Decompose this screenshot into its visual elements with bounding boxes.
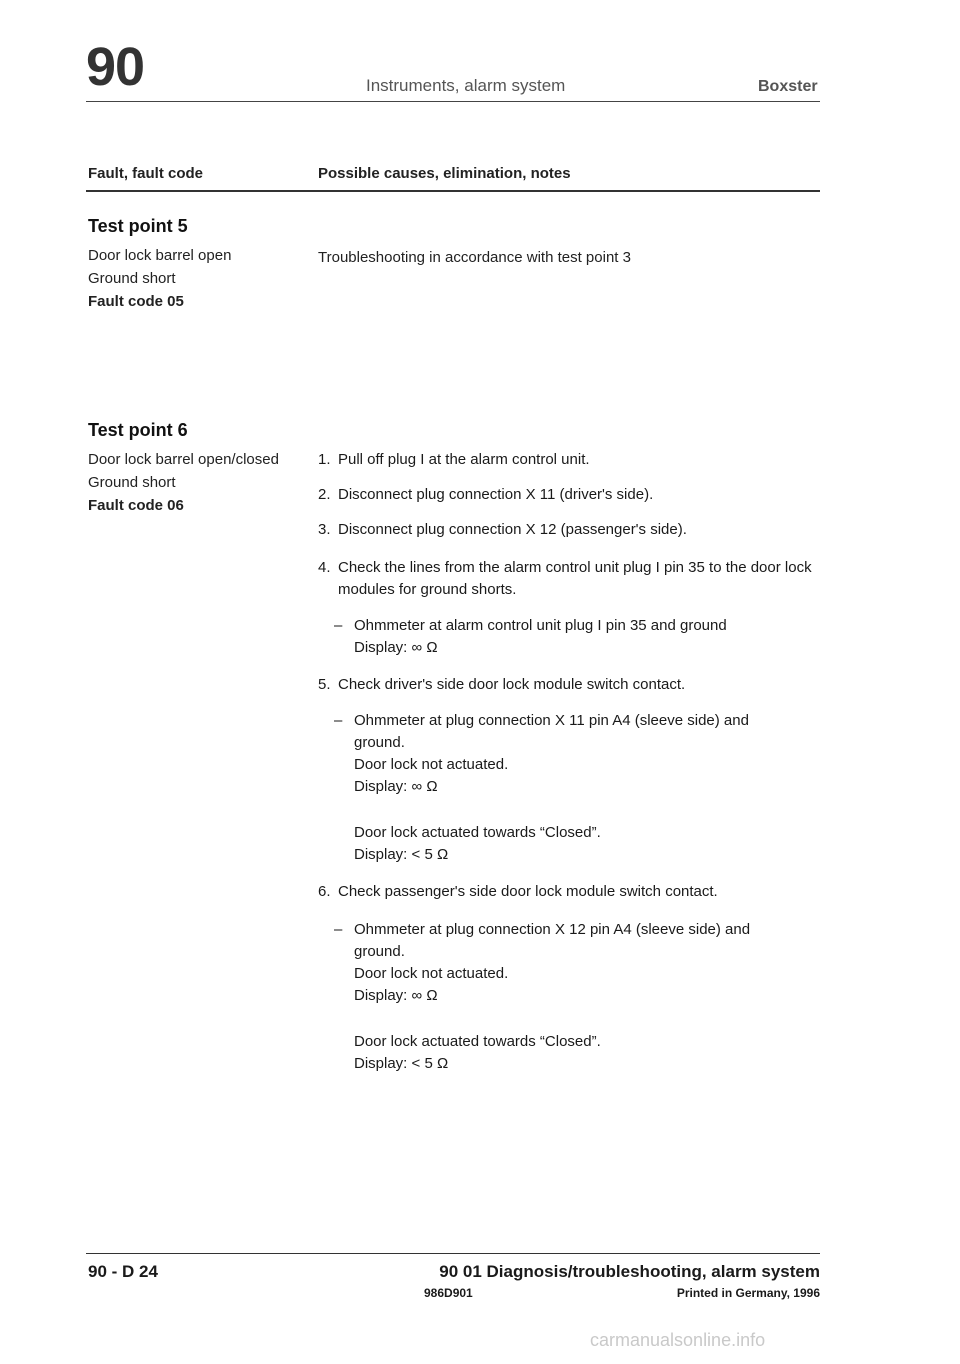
- display-value: Display: ∞ Ω: [354, 778, 438, 795]
- footer-section-title: 90 01 Diagnosis/troubleshooting, alarm system: [439, 1262, 820, 1281]
- column-heading-divider: [86, 190, 820, 192]
- substep-line: Ohmmeter at alarm control unit plug I pin 35 and ground: [354, 617, 727, 634]
- substep-line: Door lock actuated towards “Closed”.: [354, 1033, 601, 1050]
- watermark: carmanualsonline.info: [590, 1330, 766, 1350]
- step-number: 2.: [318, 486, 331, 503]
- column-heading-fault: Fault, fault code: [88, 165, 204, 182]
- step-6: [318, 881, 818, 903]
- footer-page-number: 90 - D 24: [88, 1262, 158, 1281]
- footer-doc-number: 986D901: [424, 1286, 473, 1300]
- step-text: Disconnect plug connection X 12 (passenger's side).: [338, 521, 687, 538]
- test-point-5-note: Troubleshooting in accordance with test point 3: [318, 249, 631, 266]
- step-number: 6.: [318, 883, 331, 900]
- step-text: Check passenger's side door lock module switch contact.: [338, 883, 718, 900]
- footer-printed: Printed in Germany, 1996: [676, 1286, 820, 1300]
- step-text: Check driver's side door lock module switch contact.: [338, 676, 686, 693]
- display-value: Display: < 5 Ω: [354, 1055, 449, 1072]
- step-6-substep: [334, 919, 804, 1075]
- dash-bullet: –: [334, 617, 343, 634]
- display-value: Display: ∞ Ω: [354, 987, 438, 1004]
- substep-line: ground.: [354, 734, 405, 751]
- step-4-substep: [334, 615, 804, 659]
- step-text: Disconnect plug connection X 11 (driver's side).: [338, 486, 654, 503]
- step-3: [318, 519, 818, 541]
- test-point-6-faults: [88, 448, 279, 517]
- column-heading-causes: Possible causes, elimination, notes: [318, 165, 571, 182]
- substep-line: Door lock not actuated.: [354, 965, 509, 982]
- fault-code: Fault code 05: [88, 293, 184, 310]
- substep-line: Door lock not actuated.: [354, 756, 509, 773]
- step-number: 3.: [318, 521, 331, 538]
- substep-line: Ohmmeter at plug connection X 11 pin A4 (sleeve side) and: [354, 712, 749, 729]
- fault-line: Ground short: [88, 474, 176, 491]
- fault-code: Fault code 06: [88, 497, 184, 514]
- test-point-5-faults: [88, 244, 231, 313]
- step-text: Check the lines from the alarm control unit plug I pin 35 to the door lock modules for ground shorts.: [338, 559, 812, 598]
- footer-divider: [86, 1253, 820, 1254]
- header-title: Instruments, alarm system: [366, 76, 566, 95]
- step-1: [318, 449, 818, 471]
- fault-line: Door lock barrel open/closed: [88, 451, 279, 468]
- fault-line: Ground short: [88, 270, 176, 287]
- test-point-5-title: Test point 5: [88, 216, 188, 236]
- step-number: 5.: [318, 676, 331, 693]
- substep-line: ground.: [354, 943, 405, 960]
- step-5: [318, 674, 818, 696]
- test-point-6-title: Test point 6: [88, 420, 188, 440]
- display-value: Display: ∞ Ω: [354, 639, 438, 656]
- step-number: 1.: [318, 451, 331, 468]
- fault-line: Door lock barrel open: [88, 247, 232, 264]
- dash-bullet: –: [334, 921, 343, 938]
- header-divider: [86, 101, 820, 102]
- chapter-number: 90: [86, 37, 145, 97]
- step-text: Pull off plug I at the alarm control unit.: [338, 451, 590, 468]
- step-number: 4.: [318, 559, 331, 576]
- display-value: Display: < 5 Ω: [354, 846, 449, 863]
- step-5-substep: [334, 710, 804, 866]
- step-2: [318, 484, 818, 506]
- dash-bullet: –: [334, 712, 343, 729]
- substep-line: Door lock actuated towards “Closed”.: [354, 824, 601, 841]
- substep-line: Ohmmeter at plug connection X 12 pin A4 (sleeve side) and: [354, 921, 751, 938]
- step-4: [318, 557, 818, 601]
- header-model: Boxster: [758, 78, 818, 95]
